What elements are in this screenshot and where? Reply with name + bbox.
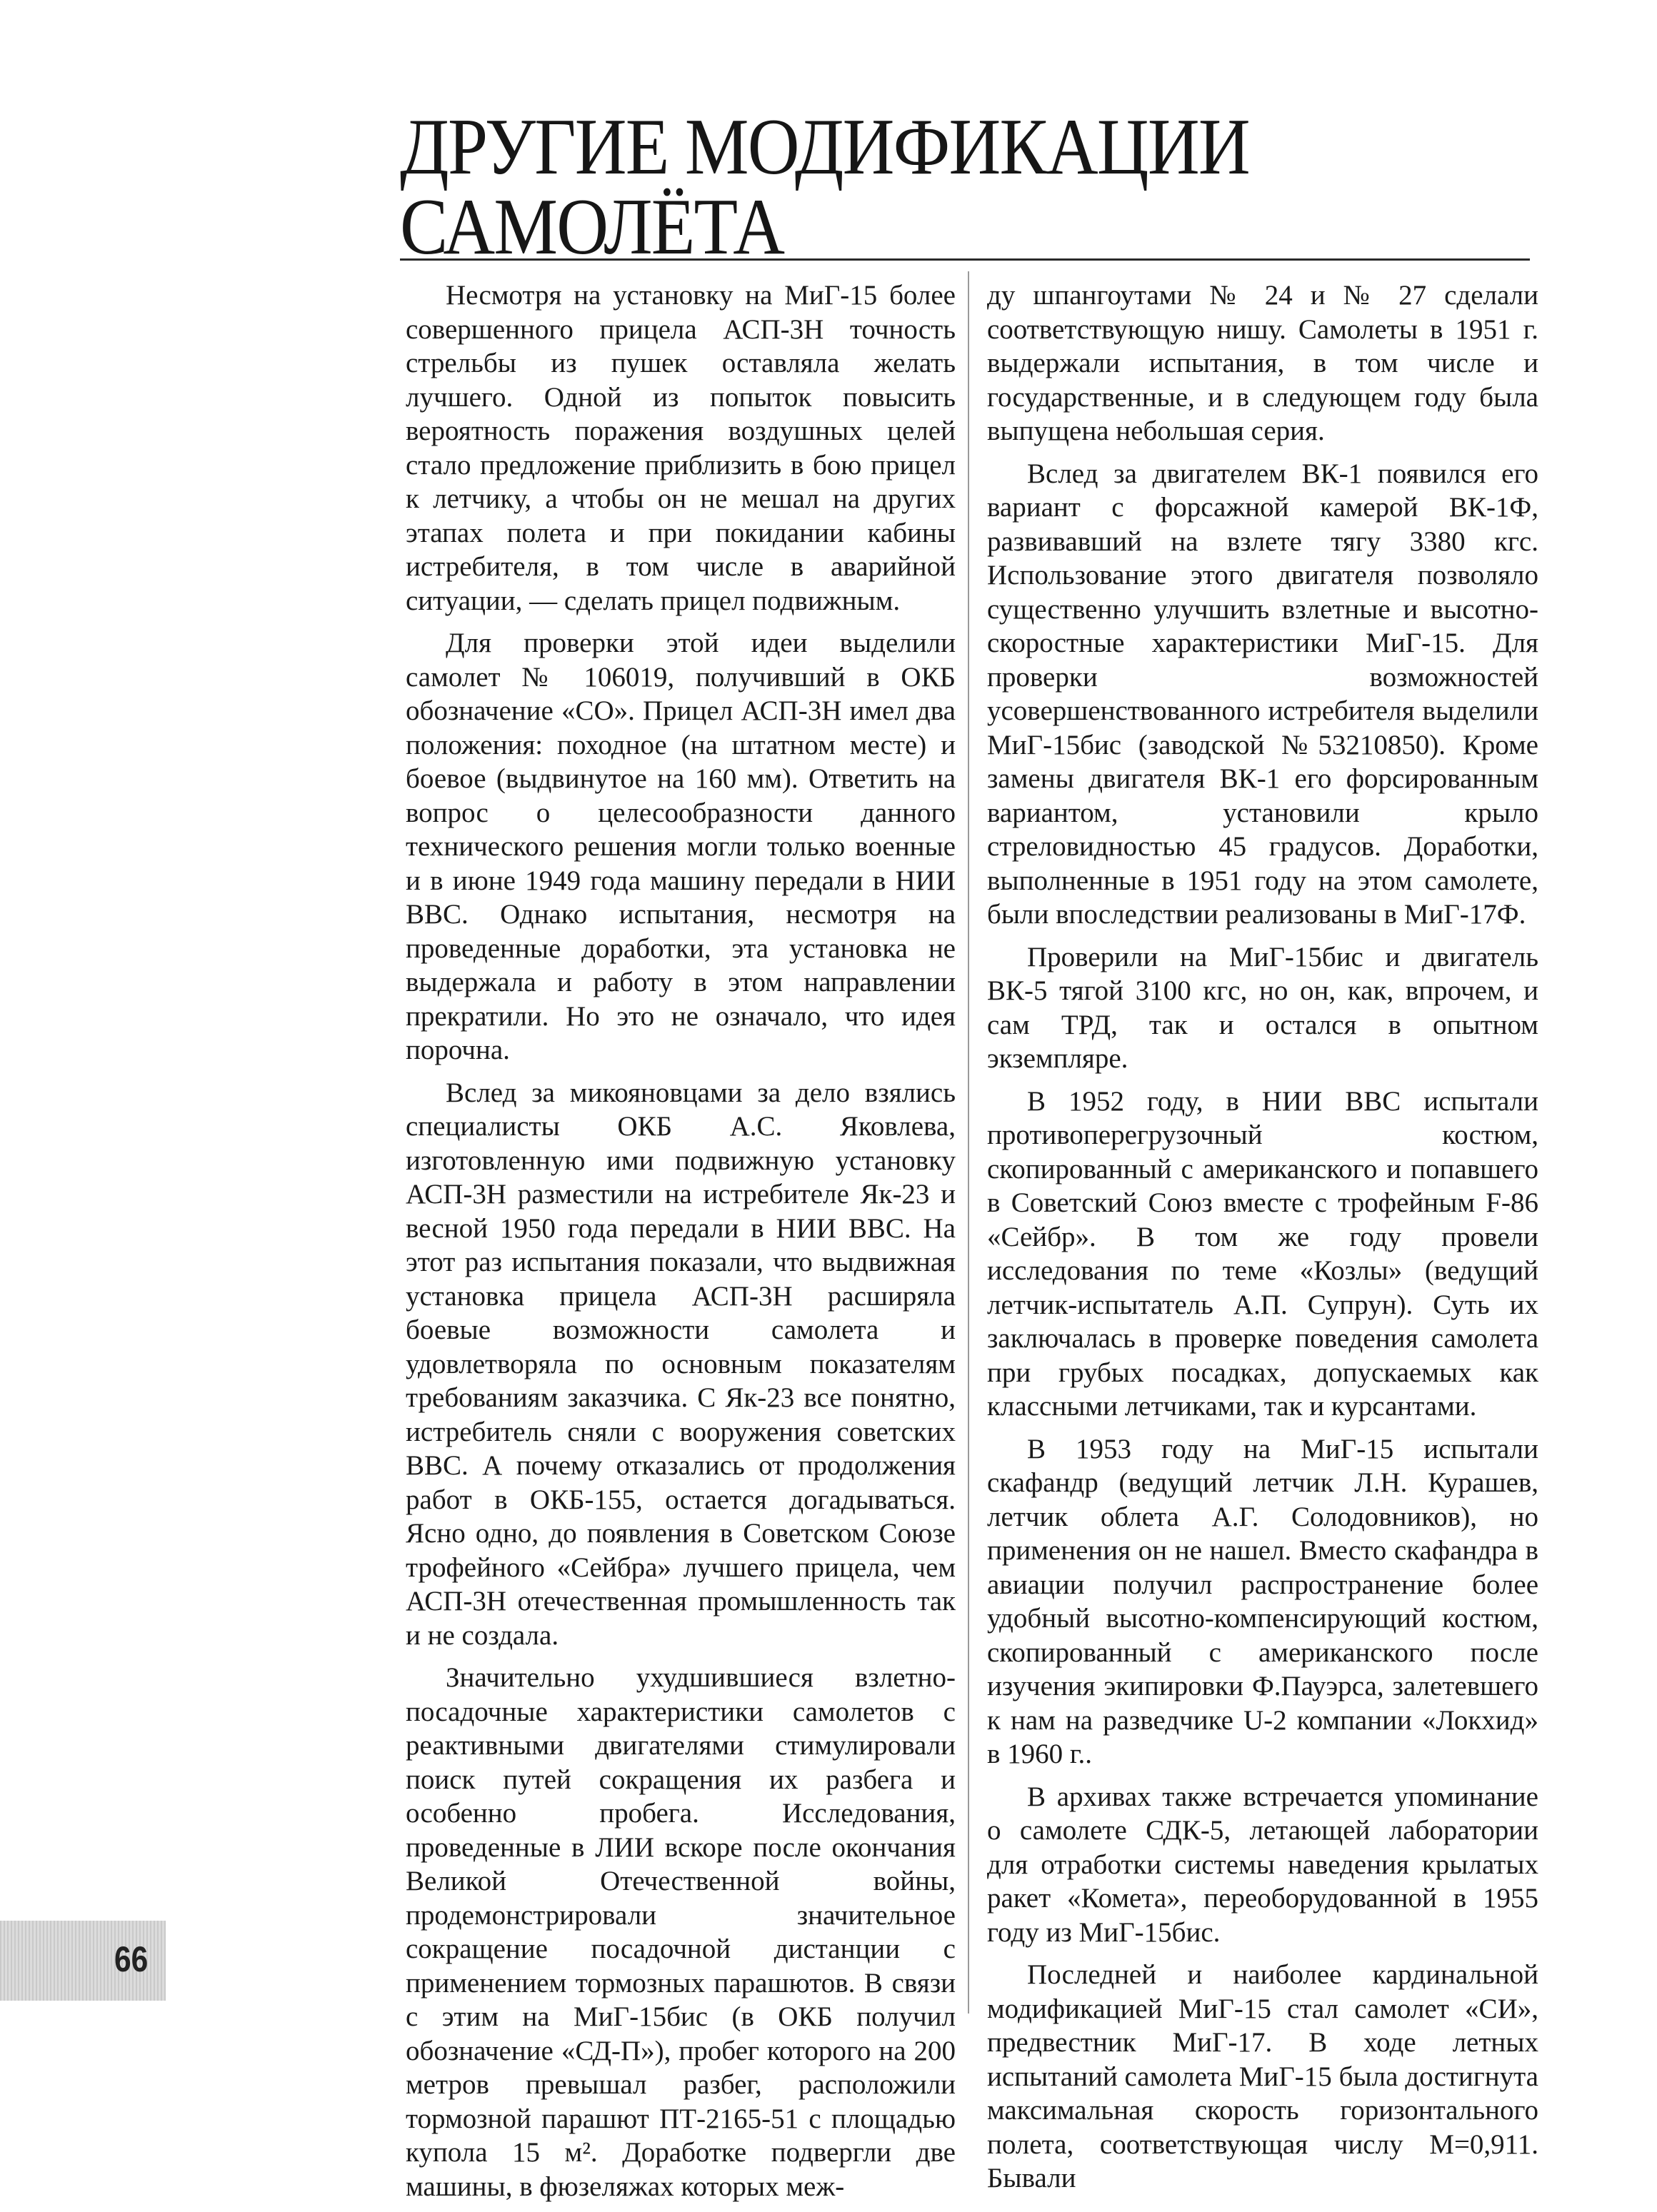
- page-title: [400, 103, 1441, 271]
- paragraph: Значительно ухудшившиеся взлетно-посадочные характеристики самолетов с реактивными двигателями стимулировали поиск путей сокращения их разбега и особенно пробега. Исследования, проведенные в ЛИИ вскоре после окончания Великой Отечественной войны, продемонстрировали значительное сокращение посадочной дистанции с применением тормозных парашютов. В связи с этим на МиГ-15бис (в ОКБ получил обозначение «СД-П»), пробег которого на 200 метров превышал разбег, расположили тормозной парашют ПТ-2165-51 с площадью купола 15 м². Доработке подвергли две машины, в фюзеляжах которых меж-: [406, 1662, 956, 2202]
- left-text-column: [406, 278, 956, 2212]
- column-divider: [968, 271, 969, 2014]
- paragraph: Последней и наиболее кардинальной модификацией МиГ-15 стал самолет «СИ», предвестник МиГ-17. В ходе летных испытаний самолета МиГ-15 была достигнута максимальная скорость горизонтального полета, соответствующая числу М=0,911. Бывали: [987, 1959, 1538, 2193]
- paragraph: Для проверки этой идеи выделили самолет № 106019, получивший в ОКБ обозначение «СО». Прицел АСП-3Н имел два положения: походное (на штатном месте) и боевое (выдвинутое на 160 мм). Ответить на вопрос о целесообразности данного технического решения могли только военные и в июне 1949 года машину передали в НИИ ВВС. Однако испытания, несмотря на проведенные доработки, эта установка не выдержала и работу в этом направлении прекратили. Но это не означало, что идея порочна.: [406, 628, 956, 1065]
- page-title-line-2: САМОЛЁТА: [400, 183, 784, 271]
- paragraph: В 1952 году, в НИИ ВВС испытали противоперегрузочный костюм, скопированный с американского и попавшего в Советский Союз вместе с трофейным F-86 «Сейбр». В том же году провели исследования по теме «Козлы» (ведущий летчик-испытатель А.П. Супрун). Суть их заключалась в проверке поведения самолета при грубых посадках, допускаемых как классными летчиками, так и курсантами.: [987, 1085, 1538, 1422]
- paragraph: Вслед за микояновцами за дело взялись специалисты ОКБ А.С. Яковлева, изготовленную ими подвижную установку АСП-3Н разместили на истребителе Як-23 и весной 1950 года передали в НИИ ВВС. На этот раз испытания показали, что выдвижная установка прицела АСП-3Н расширяла боевые возможности самолета и удовлетворяла по основным показателям требованиям заказчика. С Як-23 все понятно, истребитель сняли с вооружения советских ВВС. А почему отказались от продолжения работ в ОКБ-155, остается догадываться. Ясно одно, до появления в Советском Союзе трофейного «Сейбра» лучшего прицела, чем АСП-3Н отечественная промышленность так и не создала.: [406, 1077, 956, 1651]
- paragraph: Несмотря на установку на МиГ-15 более совершенного прицела АСП-3Н точность стрельбы из пушек оставляла желать лучшего. Одной из попыток повысить вероятность поражения воздушных целей стало предложение приблизить в бою прицел к летчику, а чтобы он не мешал на других этапах полета и при покидании кабины истребителя, в том числе в аварийной ситуации, — сделать прицел подвижным.: [406, 280, 956, 616]
- page-number: 66: [114, 1939, 149, 1979]
- paragraph: В 1953 году на МиГ-15 испытали скафандр (ведущий летчик Л.Н. Курашев, летчик облета А.Г. Солодовников), но применения он не нашел. Вместо скафандра в авиации получил распространение более удобный высотно-компенсирующий костюм, скопированный с американского после изучения экипировки Ф.Пауэрса, залетевшего к нам на разведчике U-2 компании «Локхид» в 1960 г..: [987, 1433, 1538, 1769]
- paragraph: Проверили на МиГ-15бис и двигатель ВК-5 тягой 3100 кгс, но он, как, впрочем, и сам ТРД, так и остался в опытном экземпляре.: [987, 941, 1538, 1074]
- page-title-line-1: ДРУГИЕ МОДИФИКАЦИИ: [400, 103, 1249, 191]
- paragraph: В архивах также встречается упоминание о самолете СДК-5, летающей лаборатории для отработки системы наведения крылатых ракет «Комета», переоборудованной в 1955 году из МиГ-15бис.: [987, 1781, 1538, 1948]
- title-divider: [400, 258, 1530, 261]
- paragraph-continuation: ду шпангоутами № 24 и № 27 сделали соответствующую нишу. Самолеты в 1951 г. выдержали испытания, в том числе и государственные, и в следующем году была выпущена небольшая серия.: [987, 280, 1538, 446]
- paragraph: Вслед за двигателем ВК-1 появился его вариант с форсажной камерой ВК-1Ф, развивавший на взлете тягу 3380 кгс. Использование этого двигателя позволяло существенно улучшить взлетные и высотно-скоростные характеристики МиГ-15. Для проверки возможностей усовершенствованного истребителя выделили МиГ-15бис (заводской №53210850). Кроме замены двигателя ВК-1 его форсированным вариантом, установили крыло стреловидностью 45 градусов. Доработки, выполненные в 1951 году на этом самолете, были впоследствии реализованы в МиГ-17Ф.: [987, 458, 1538, 930]
- right-text-column: [987, 278, 1538, 2204]
